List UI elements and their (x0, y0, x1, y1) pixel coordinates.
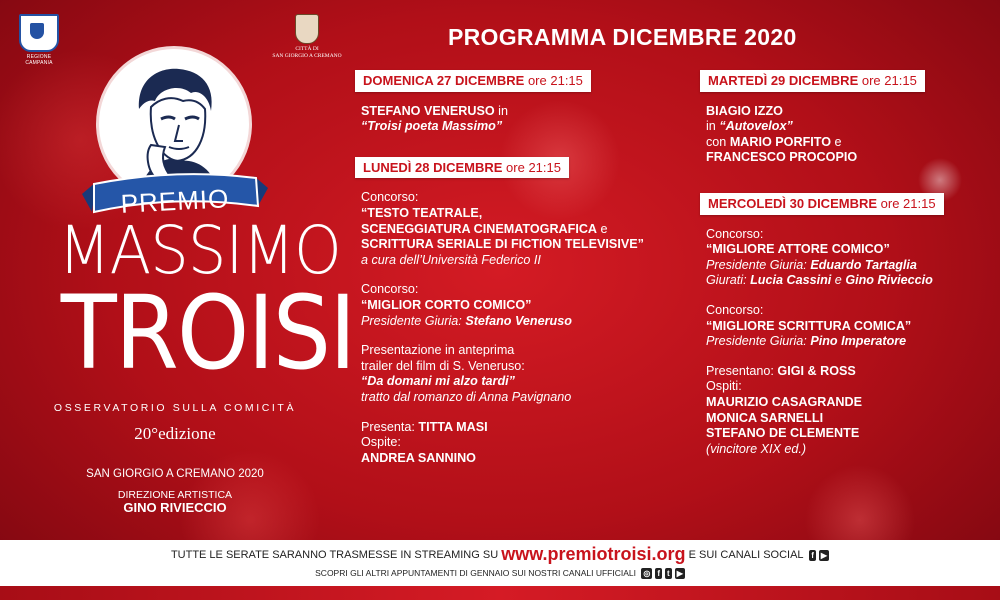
contest-title: “MIGLIORE ATTORE COMICO” (706, 242, 890, 257)
bottom-decor-strip (0, 586, 1000, 600)
and-word: e (834, 273, 842, 288)
presenters-label: Presentano: (706, 363, 774, 378)
january-text: SCOPRI GLI ALTRI APPUNTAMENTI DI GENNAIO SUI NOSTRI CANALI UFFICIALI (315, 568, 636, 578)
juror-2: Gino Rivieccio (845, 273, 933, 288)
city-logo-line1: CITTÀ DI (295, 46, 319, 52)
guest-1: MAURIZIO CASAGRANDE (706, 394, 863, 409)
title-troisi: TROISI (60, 274, 355, 393)
jury-label: Presidente Giuria: (706, 334, 807, 349)
city-logo-text (262, 46, 352, 60)
edition: 20°edizione (134, 424, 216, 443)
website-link[interactable]: www.premiotroisi.org (501, 544, 686, 564)
contest-label: Concorso: (361, 282, 419, 297)
day-body-29 (706, 104, 982, 166)
contest-title-line1: “TESTO TEATRALE, (361, 205, 483, 220)
guest-2: MONICA SARNELLI (706, 410, 824, 425)
contest-title: “MIGLIORE SCRITTURA COMICA” (706, 318, 912, 333)
program-column-right (706, 70, 982, 457)
twitter-icon[interactable]: t (667, 569, 670, 578)
guest-3-note: (vincitore XIX ed.) (706, 441, 807, 456)
region-shield-icon (19, 14, 59, 52)
with-word: con (706, 134, 727, 149)
presenter-label: Presenta: (361, 419, 415, 434)
day-body-28 (361, 190, 691, 466)
guest: ANDREA SANNINO (361, 450, 476, 465)
jury-president: Pino Imperatore (810, 334, 907, 349)
performer: STEFANO VENERUSO (361, 103, 495, 118)
day-date: MARTEDÌ 29 DICEMBRE (708, 73, 859, 88)
artistic-director: GINO RIVIECCIO (123, 500, 227, 515)
day-header-30 (700, 193, 944, 215)
subtitle: OSSERVATORIO SULLA COMICITÀ (53, 402, 297, 414)
artistic-direction-label: DIREZIONE ARTISTICA (117, 489, 233, 501)
in-word: in (498, 103, 508, 118)
youtube-icon[interactable]: ▶ (820, 551, 828, 560)
contest-note: a cura dell’Università Federico II (361, 252, 541, 267)
city-logo-line2: SAN GIORGIO A CREMANO (272, 53, 342, 59)
guest-label: Ospite: (361, 435, 401, 450)
presenters: GIGI & ROSS (777, 363, 856, 378)
footer-line2 (0, 568, 1000, 579)
event-place: SAN GIORGIO A CREMANO 2020 (86, 468, 264, 480)
day-time: ore 21:15 (527, 73, 583, 88)
region-logo-text: REGIONE CAMPANIA (25, 54, 53, 66)
show-title: “Troisi poeta Massimo” (361, 119, 503, 134)
day-body-27 (361, 104, 691, 135)
contest-title: “MIGLIOR CORTO COMICO” (361, 297, 532, 312)
day-time: ore 21:15 (880, 195, 936, 211)
social-text: E SUI CANALI SOCIAL (688, 549, 804, 561)
footer-bar (0, 540, 1000, 586)
juror-1: Lucia Cassini (750, 273, 832, 288)
program-title: PROGRAMMA DICEMBRE 2020 (448, 24, 797, 50)
jury-label: Presidente Giuria: (361, 313, 462, 328)
day-body-30 (706, 227, 982, 458)
film-note: tratto dal romanzo di Anna Pavignano (361, 389, 572, 404)
co-performer-2: FRANCESCO PROCOPIO (706, 150, 858, 165)
day-header-28 (355, 157, 569, 179)
day-date: MERCOLEDÌ 30 DICEMBRE (708, 195, 878, 211)
facebook-icon[interactable]: f (811, 551, 814, 560)
regione-campania-logo (16, 14, 62, 66)
day-time: ore 21:15 (861, 73, 917, 88)
facebook-icon[interactable]: f (657, 569, 661, 578)
day-header-27 (355, 70, 591, 92)
co-performer-1: MARIO PORFITO (729, 134, 832, 149)
contest-title-line2: SCENEGGIATURA CINEMATOGRAFICA (361, 221, 598, 236)
day-date: LUNEDÌ 28 DICEMBRE (363, 159, 503, 175)
contest-label: Concorso: (706, 226, 764, 241)
preview-line2: trailer del film di S. Veneruso: (361, 358, 525, 373)
show-title: “Autovelox” (719, 119, 793, 134)
in-word: in (706, 119, 716, 134)
youtube-icon[interactable]: ▶ (676, 569, 683, 578)
jury-president: Eduardo Tartaglia (810, 257, 917, 272)
presenter: TITTA MASI (418, 419, 488, 434)
jury-label: Presidente Giuria: (706, 257, 807, 272)
day-time: ore 21:15 (506, 159, 561, 175)
preview-line1: Presentazione in anteprima (361, 343, 515, 358)
contest-title-line3: SCRITTURA SERIALE DI FICTION TELEVISIVE” (361, 237, 644, 252)
day-header-29 (700, 70, 925, 92)
footer-line1 (0, 544, 1000, 565)
day-date: DOMENICA 27 DICEMBRE (363, 73, 525, 88)
and-word: e (600, 221, 608, 236)
streaming-text: TUTTE LE SERATE SARANNO TRASMESSE IN STREAMING SU (170, 549, 499, 561)
premio-label: PREMIO (119, 183, 230, 219)
guest-3: STEFANO DE CLEMENTE (706, 426, 860, 441)
contest-label: Concorso: (361, 190, 419, 205)
guests-label: Ospiti: (706, 379, 742, 394)
performer: BIAGIO IZZO (706, 103, 783, 118)
program-column-left (361, 70, 691, 466)
title-massimo: MASSIMO (58, 212, 341, 289)
city-logo (262, 14, 352, 60)
instagram-icon[interactable]: ◎ (643, 569, 651, 578)
city-crest-icon (295, 14, 319, 44)
and-word: e (834, 134, 842, 149)
film-title: “Da domani mi alzo tardi” (361, 374, 515, 389)
jury-president: Stefano Veneruso (465, 313, 572, 328)
jurors-label: Giurati: (706, 273, 747, 288)
contest-label: Concorso: (706, 302, 764, 317)
